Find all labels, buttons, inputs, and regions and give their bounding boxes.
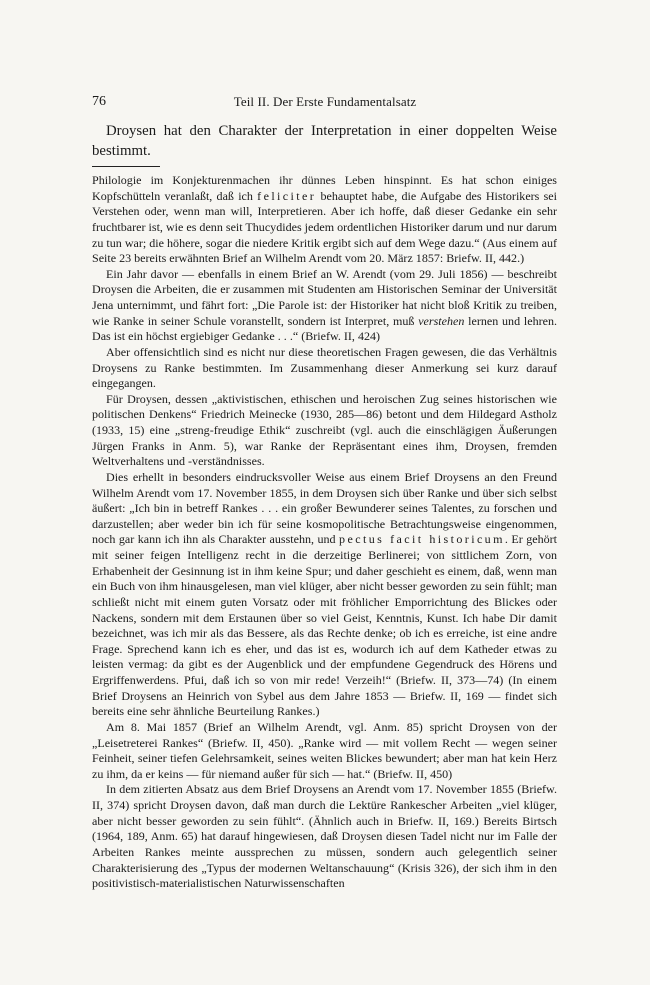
note-paragraph-4: Für Droysen, dessen „aktivistischen, ethischen und heroischen Zug seines historischen wie politischen Denkens“ Friedrich Meinecke (1930, 285—86) betont und dem Hildegard Astholz (1933, 15) eine „streng-freudige Ethik“ zuschreibt (vgl. auch die einschlägigen Äußerungen Jürgen Franks in Anm. 5), war Ranke der Repräsentant eines ihm, Droysen, fremden Weltverhaltens und -verständnisses. (92, 391, 557, 469)
note-paragraph-3: Aber offensichtlich sind es nicht nur diese theoretischen Fragen gewesen, die das Verhältnis Droysens zu Ranke bestimmten. Im Zusammenhang dieser Anmerkung sei kurz darauf eingegangen. (92, 344, 557, 391)
spaced-emphasis: pectus facit historicum (339, 532, 505, 547)
note-text: behauptet habe, die Aufgabe des Historikers sei Verstehen oder, wenn man will, Interpretieren. Aber ich hoffe, daß dieser Gedanke ein sehr fruchtbarer ist, wie es denn seit Thucydides jedem ordentlichen Historiker darum und nur darum zu tun war; die höhere, sogar die niedere Kritik ergibt sich auf dem Wege dazu.“ (Aus einem auf Seite 23 bereits erwähnten Brief an Wilhelm Arendt vom 20. März 1857: Briefw. II, 442.) (92, 188, 557, 266)
note-text: Ein Jahr davor — ebenfalls in einem Brief an W. Arendt (vom 29. Juli 1856) — beschreibt Droysen die Arbeiten, die er zusammen mit Studenten am Historischen Seminar der Universität Jena unternimmt, und fährt fort: „Die Parole ist: der Historiker hat nicht bloß Kritik zu treiben, wie Ranke in seiner Schule voranstellt, sondern ist Interpret, muß (92, 266, 557, 328)
note-text: Philologie im Konjekturenmachen ihr dünnes Leben hinspinnt. Es hat schon einiges Kopfschütteln veranlaßt, daß ich (92, 173, 557, 203)
note-paragraph-7: In dem zitierten Absatz aus dem Brief Droysens an Arendt vom 17. November 1855 (Briefw. II, 374) spricht Droysen davon, daß man durch die Lektüre Rankescher Arbeiten „viel klüger, aber nicht besser geworden zu sein fühlt“. (Ähnlich auch in Briefw. II, 169.) Bereits Birtsch (1964, 189, Anm. 65) hat darauf hingewiesen, daß Droysen diesen Tadel nicht nur im Falle der Arbeiten Rankes meinte aussprechen zu müssen, sondern auch gelegentlich seiner Charakterisierung des „Typus der modernen Weltanschauung“ (Krisis 326), der sich ihm in den positivistisch-materialistischen Naturwissenschaften (92, 782, 557, 891)
note-text: Dies erhellt in besonders eindrucksvoller Weise aus einem Brief Droysens an den Freund Wilhelm Arendt vom 17. November 1855, in dem Droysen sich über Ranke und über sich selbst äußert: „Ich bin in betreff Rankes . . . ein großer Bewunderer seines Talentes, zu forschen und darzustellen; aber weder bin ich für seine kosmopolitische Betrachtungsweise eingenommen, noch gar kann ich ihn als Charakter ausstehn, und (92, 469, 557, 547)
main-paragraph: Droysen hat den Charakter der Interpretation in einer doppelten Weise bestimmt. (92, 123, 557, 159)
italic-emphasis: verstehen (418, 313, 465, 328)
page-number: 76 (92, 94, 106, 109)
note-paragraph-6: Am 8. Mai 1857 (Brief an Wilhelm Arendt, vgl. Anm. 85) spricht Droysen von der „Leisetreterei Rankes“ (Briefw. II, 450). „Ranke wird — mit vollem Recht — wegen seiner Feinheit, seiner tiefen Gelehrsamkeit, seines weiten Blickes bewundert; aber man hat kein Herz zu ihm, da er keins — für niemand außer für sich — hat.“ (Briefw. II, 450) (92, 719, 557, 781)
note-paragraph-1 (92, 173, 557, 267)
footnotes (92, 173, 557, 892)
footnote-rule (92, 166, 160, 167)
note-paragraph-2 (92, 267, 557, 345)
running-head: Teil II. Der Erste Fundamentalsatz (233, 94, 417, 109)
note-text: . Er gehört mit seiner feigen Intelligenz recht in die derzeitige Berlinerei; von sittlichem Zorn, von Erhabenheit der Gesinnung ist in ihm keine Spur; und daher geschieht es einem, daß, wenn man ein Buch von ihm hinausgelesen, man viel klüger, aber nicht besser geworden zu sein fühlt; man schließt nicht mit einem guten Vorsatz oder mit fröhlicher Emporrichtung des Blickes oder Nackens, sondern mit dem Erstaunen über so viel Geist, Kenntnis, Kunst. Ich habe Dir damit bezeichnet, was ich mir als das Bessere, als das Rechte denke; ob ich es erreiche, ist eine andre Frage. Sprechend kann ich es eher, und das ist es, wodurch ich auf dem Katheder etwas zu leisten vermag: da gibt es der Augenblick und der empfundene Gegendruck des Hörens und Ergriffenwerdens. Pfui, daß ich so von mir rede! Verzeih!“ (Briefw. II, 373—74) (In einem Brief Droysens an Heinrich von Sybel aus dem Jahre 1853 — Briefw. II, 169 — findet sich bereits eine sehr ähnliche Beurteilung Rankes.) (92, 532, 557, 719)
note-paragraph-5 (92, 470, 557, 720)
spaced-emphasis: feliciter (257, 188, 317, 203)
note-text: lernen und lehren. Das ist ein höchst ergiebiger Gedanke . . .“ (Briefw. II, 424) (92, 313, 557, 344)
